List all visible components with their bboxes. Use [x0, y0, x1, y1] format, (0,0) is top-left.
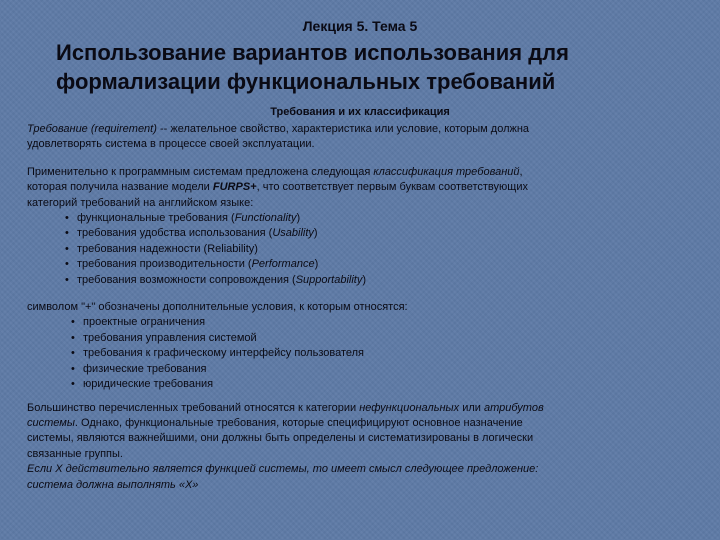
item-en: Performance [251, 258, 315, 271]
list-item [27, 331, 693, 346]
list-item [27, 242, 693, 257]
item-end: ) [313, 227, 318, 240]
item-end: ) [314, 258, 319, 271]
item-text: требования возможности сопровождения ( [77, 273, 296, 286]
list-item [27, 377, 693, 392]
bullet-icon: • [71, 347, 75, 360]
definition-text-2: удовлетворять система в процессе своей эксплуатации. [27, 138, 315, 151]
classification-paragraph [27, 165, 693, 211]
slide-body [27, 122, 693, 493]
bullet-icon: • [71, 316, 75, 329]
item-text: требования к графическому интерфейсу пользователя [83, 347, 364, 360]
bullet-icon: • [65, 273, 69, 286]
conclusion-text-4: связанные группы. [27, 447, 123, 460]
item-text: требования надежности (Reliability) [77, 242, 258, 255]
slide-title [56, 38, 696, 96]
furps-list [27, 211, 693, 288]
list-item [27, 257, 693, 272]
definition-text-1: -- желательное свойство, характеристика или условие, которым должна [156, 123, 530, 135]
classification-text-4: категорий требований на английском языке: [27, 196, 254, 209]
list-item [27, 273, 693, 288]
conclusion-term: нефункциональных [359, 401, 460, 414]
bullet-icon: • [71, 331, 75, 344]
classification-comma: , [519, 165, 523, 178]
lecture-label: Лекция 5. Тема 5 [302, 18, 418, 34]
item-text: проектные ограничения [83, 316, 206, 329]
conclusion-text-3: системы, являются важнейшими, они должны быть определены и систематизированы в логически [27, 432, 534, 445]
item-en: Usability [272, 227, 314, 240]
conclusion-term-2: атрибутов [483, 401, 544, 414]
list-item [27, 346, 693, 361]
classification-text-3: , что соответствует первым буквам соответствующих [256, 181, 528, 194]
item-text: требования удобства использования ( [77, 227, 273, 240]
conclusion-text-2: . Однако, функциональные требования, которые специфицируют основное назначение [74, 416, 523, 429]
item-text: юридические требования [83, 378, 214, 391]
item-text: физические требования [83, 362, 207, 375]
definition-term: Требование [27, 123, 88, 135]
classification-term: классификация требований [373, 165, 520, 178]
item-text: требования производительности ( [77, 258, 252, 271]
item-end: ) [296, 212, 301, 225]
bullet-icon: • [65, 212, 69, 225]
item-text: функциональные требования ( [77, 212, 235, 225]
classification-text: Применительно к программным системам предложена следующая [27, 165, 374, 178]
bullet-icon: • [65, 242, 69, 255]
list-item [27, 226, 693, 241]
plus-intro: символом "+" обозначены дополнительные условия, к которым относятся: [27, 301, 408, 314]
section-subtitle: Требования и их классификация [270, 106, 450, 118]
conclusion-statement-2: система должна выполнять «X» [27, 478, 199, 491]
plus-list [27, 315, 693, 392]
definition-paragraph [27, 122, 693, 153]
conclusion-statement: Если X действительно является функцией системы, то имеет смысл следующее предложение: [27, 463, 539, 476]
conclusion-paragraph [27, 401, 693, 493]
classification-text-2: которая получила название модели [27, 181, 213, 194]
title-line-2: формализации функциональных требований [56, 69, 556, 94]
bullet-icon: • [71, 378, 75, 391]
title-line-1: Использование вариантов использования для [56, 40, 569, 65]
furps-model-name: FURPS+ [212, 181, 257, 194]
conclusion-text: Большинство перечисленных требований относятся к категории [27, 401, 360, 414]
item-end: ) [362, 273, 367, 286]
conclusion-or: или [459, 401, 484, 414]
list-item [27, 315, 693, 330]
bullet-icon: • [65, 258, 69, 271]
item-text: требования управления системой [83, 331, 257, 344]
definition-term-en: (requirement) [90, 123, 157, 135]
bullet-icon: • [65, 227, 69, 240]
list-item [27, 362, 693, 377]
conclusion-term-3: системы [27, 416, 75, 429]
item-en: Functionality [234, 212, 297, 225]
item-en: Supportability [295, 273, 363, 286]
list-item [27, 211, 693, 226]
bullet-icon: • [71, 362, 75, 375]
